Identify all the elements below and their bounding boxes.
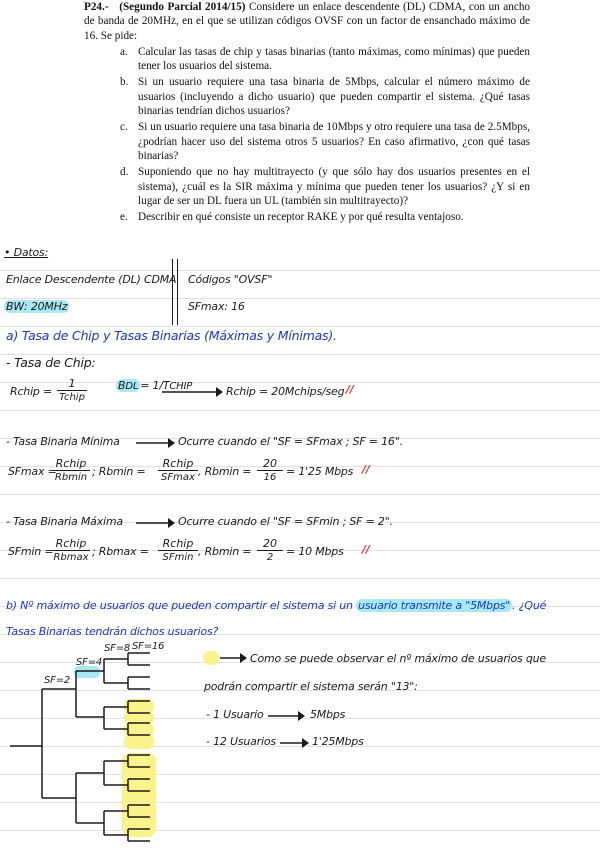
max-condition: Ocurre cuando el "SF = SFmin ; SF = 2". xyxy=(178,515,393,528)
fraction-numerator: 20 xyxy=(257,457,283,471)
item-letter: c. xyxy=(120,121,128,134)
problem-items xyxy=(84,45,530,225)
sf16-label: SF=16 xyxy=(132,641,165,652)
codigos-text: Códigos "OVSF" xyxy=(188,273,273,286)
fraction-denominator: Rbmin xyxy=(54,472,88,483)
min-label: - Tasa Binaria Mínima xyxy=(6,435,120,448)
data-divider xyxy=(177,259,178,325)
sf2-label: SF=2 xyxy=(44,675,71,686)
arrow-icon xyxy=(162,383,224,399)
result-mark: // xyxy=(362,543,370,556)
item-text: Si un usuario requiere una tasa binaria de 10Mbps y otro requiere una tasa de 2.5Mbps, ¿podrían hacer uso del sistema otros 5 usuarios? En caso afirmativo, ¿con qué tasas binarias? xyxy=(138,121,530,162)
rbmin-value-fraction xyxy=(257,457,283,483)
problem-item xyxy=(84,165,530,208)
datos-heading: • Datos: xyxy=(4,246,49,259)
sfmax-text: SFmax: 16 xyxy=(188,300,245,313)
tasa-chip-label: - Tasa de Chip: xyxy=(6,355,96,370)
rchip-fraction xyxy=(57,377,87,403)
leaf-highlight-group xyxy=(122,753,156,837)
section-b-title-part1: b) Nº máximo de usuarios que pueden compartir el sistema si un xyxy=(6,599,353,612)
sfmax-fraction xyxy=(52,457,90,483)
arrow-icon xyxy=(136,515,176,531)
rchip-lhs: Rchip = xyxy=(10,385,53,398)
section-a-title: a) Tasa de Chip y Tasas Binarias (Máximas y Mínimas). xyxy=(6,328,337,343)
problem-statement xyxy=(84,0,530,226)
problem-text: Considere un enlace descendente (DL) CDMA, con un ancho de banda de 20MHz, en el que se utilizan códigos OVSF con un factor de ensanchado máximo de 16. Se pide: xyxy=(84,1,531,42)
item-letter: a. xyxy=(120,45,128,58)
sfmin-lhs: SFmin = xyxy=(8,545,54,558)
bdl-relation: BDL = 1/TCHIP xyxy=(118,379,193,392)
arrow-icon xyxy=(280,736,310,750)
max-label: - Tasa Binaria Máxima xyxy=(6,515,123,528)
rbmin-fraction xyxy=(158,457,198,483)
rbmax-result: = 10 Mbps xyxy=(286,545,344,558)
item-text: Si un usuario requiere una tasa binaria de 5Mbps, calcular el número máximo de usuarios (incluyendo a dicho usuario) que pueden compartir el sistema. ¿Qué tasas binarias tendrían dichos usuarios? xyxy=(138,76,530,118)
fraction-denominator: 16 xyxy=(263,472,277,483)
section-b-title-part2: . ¿Qué xyxy=(512,599,547,612)
fraction-denominator: Tchip xyxy=(59,392,85,403)
fraction-numerator: Rchip xyxy=(158,457,198,471)
problem-item xyxy=(84,75,530,118)
sfmin-fraction xyxy=(52,537,90,563)
fraction-numerator: Rchip xyxy=(52,457,90,471)
item-letter: d. xyxy=(120,166,129,179)
sf4-label: SF=4 xyxy=(76,657,103,668)
problem-item xyxy=(84,120,530,163)
section-b-title-line2: Tasas Binarias tendrán dichos usuarios? xyxy=(6,625,219,638)
handwritten-notes xyxy=(0,243,600,848)
result-mark: // xyxy=(362,463,370,476)
min-condition: Ocurre cuando el "SF = SFmax ; SF = 16". xyxy=(178,435,403,448)
fraction-numerator: 20 xyxy=(257,537,283,551)
problem-id: P24.- xyxy=(84,1,109,13)
fraction-denominator: SFmin xyxy=(162,552,194,563)
fraction-denominator: 2 xyxy=(266,552,274,563)
problem-exam: (Segundo Parcial 2014/15) xyxy=(119,1,246,13)
sf8-label: SF=8 xyxy=(104,643,131,654)
fraction-numerator: Rchip xyxy=(52,537,90,551)
sfmax-lhs: SFmax = xyxy=(8,465,57,478)
yellow-dot-icon xyxy=(203,651,219,665)
rbmin-result: = 1'25 Mbps xyxy=(286,465,354,478)
item-text: Suponiendo que no hay multitrayecto (y que sólo hay dos usuarios presentes en el sistema), ¿cuál es la SIR máxima y mínima que pueden tener los usuarios? ¿Y si en lugar de ser un DL fuera un UL (también sin multitrayecto)? xyxy=(138,166,530,207)
problem-item xyxy=(84,210,530,224)
arrow-icon xyxy=(136,435,176,451)
item-letter: e. xyxy=(120,211,128,224)
rbmax-value-fraction xyxy=(257,537,283,563)
result-mark: // xyxy=(346,383,354,396)
bw-text: BW: 20MHz xyxy=(6,300,68,313)
item-letter: b. xyxy=(120,76,129,89)
item-text: Calcular las tasas de chip y tasas binarias (tanto máximas, como mínimas) que pueden tener los usuarios del sistema. xyxy=(138,45,530,73)
arrow-icon xyxy=(220,651,248,665)
rchip-result: Rchip = 20Mchips/seg xyxy=(226,385,345,398)
rbmax-lhs: ; Rbmax = xyxy=(92,545,149,558)
rbmax-fraction xyxy=(158,537,198,563)
b-user1-rate: 5Mbps xyxy=(310,708,346,721)
fraction-numerator: 1 xyxy=(57,377,87,391)
problem-header xyxy=(84,0,530,43)
fraction-numerator: Rchip xyxy=(158,537,198,551)
arrow-icon xyxy=(268,709,306,723)
enlace-text: Enlace Descendente (DL) CDMA xyxy=(6,273,177,286)
b-explanation-2: podrán compartir el sistema serán "13": xyxy=(204,680,418,693)
b-explanation-1: Como se puede observar el nº máximo de usuarios que xyxy=(250,652,546,665)
rbmin-lhs-2: , Rbmin = xyxy=(198,465,252,478)
leaf-highlight xyxy=(124,735,154,749)
section-b-title-highlight: usuario transmite a "5Mbps" xyxy=(358,599,511,612)
b-user12-count: - 12 Usuarios xyxy=(206,735,276,748)
item-text: Describir en qué consiste un receptor RAKE y por qué resulta ventajoso. xyxy=(138,211,464,224)
section-b-title xyxy=(6,599,546,612)
fraction-denominator: SFmax xyxy=(161,472,195,483)
b-user12-rate: 1'25Mbps xyxy=(312,735,364,748)
ovsf-code-tree xyxy=(0,641,190,848)
rbmin-lhs: ; Rbmin = xyxy=(92,465,146,478)
bdl-highlight: BDL xyxy=(118,379,139,392)
fraction-denominator: Rbmax xyxy=(53,552,89,563)
b-user1-count: - 1 Usuario xyxy=(206,708,264,721)
rbmax-lhs-2: , Rbmin = xyxy=(198,545,252,558)
problem-item xyxy=(84,45,530,74)
data-divider xyxy=(172,259,173,325)
